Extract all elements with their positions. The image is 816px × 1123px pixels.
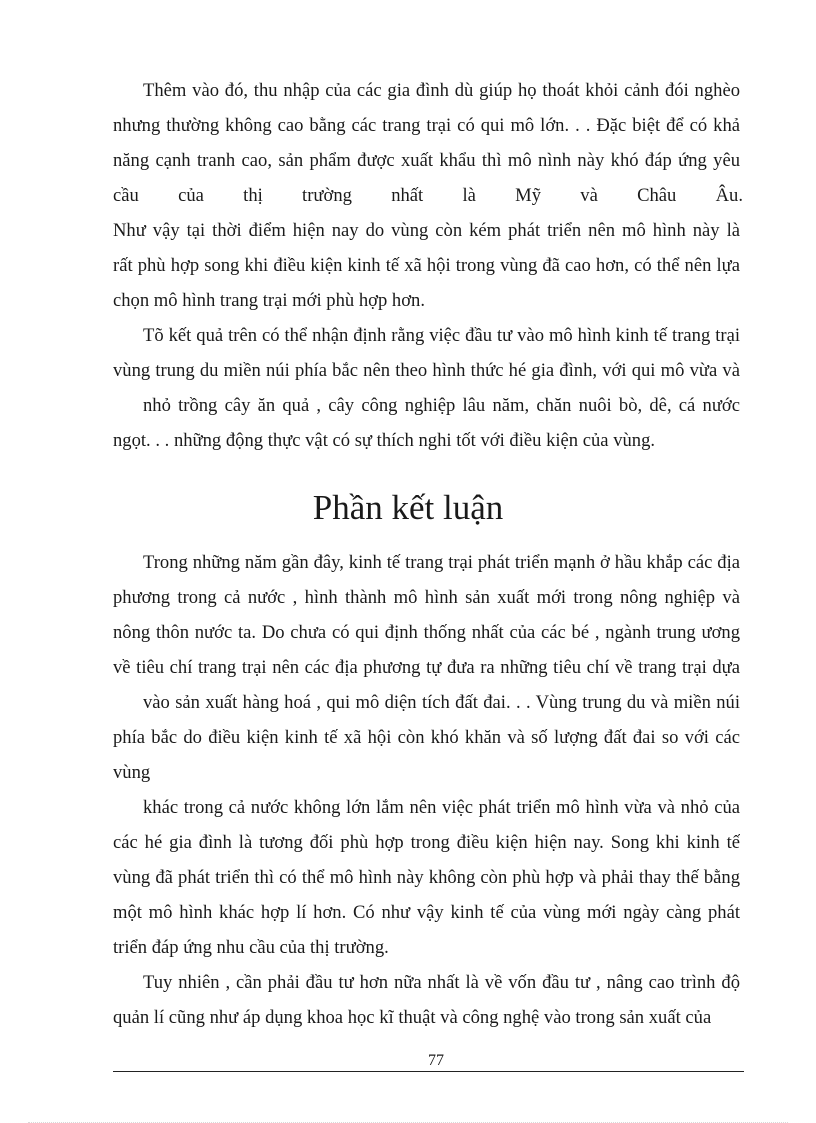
body-text-line: ngọt. . . những động thực vật có sự thích nghi tốt với điều kiện của vùng. — [113, 430, 656, 451]
page-number: 77 — [428, 1052, 444, 1069]
body-text-line: chọn mô hình trang trại mới phù hợp hơn. — [113, 290, 425, 311]
body-text-line: Tuy nhiên , cần phải đầu tư hơn nữa nhất là về vốn đầu tư , nâng cao trình độ — [143, 972, 740, 993]
body-text-line: Tõ kết quả trên có thể nhận định rằng việc đầu tư vào mô hình kinh tế trang trại — [143, 325, 740, 346]
body-text-line: nhỏ trồng cây ăn quả , cây công nghiệp lâu năm, chăn nuôi bò, dê, cá nước — [143, 395, 740, 416]
body-text-line: vùng đã phát triển thì có thể mô hình này không còn phù hợp và phải thay thế bằng — [113, 867, 740, 888]
body-text-line: nhưng thường không cao bằng các trang trại có qui mô lớn. . . Đặc biệt để có khả — [113, 115, 740, 136]
body-text-line: triển đáp ứng nhu cầu của thị trường. — [113, 937, 389, 958]
body-text-line: năng cạnh tranh cao, sản phẩm được xuất khẩu thì mô nình này khó đáp ứng yêu — [113, 150, 740, 171]
body-text-line: Thêm vào đó, thu nhập của các gia đình dù giúp họ thoát khỏi cảnh đói nghèo — [143, 80, 740, 101]
body-text-line: nông thôn nước ta. Do chưa có qui định thống nhất của các bé , ngành trung ương — [113, 622, 740, 643]
body-text-line: vùng trung du miền núi phía bắc nên theo hình thức hé gia đình, với qui mô vừa và — [113, 360, 740, 381]
body-text-line: một mô hình khác hợp lí hơn. Có như vậy kinh tế của vùng mới ngày càng phát — [113, 902, 740, 923]
body-text-line: Trong những năm gần đây, kinh tế trang trại phát triển mạnh ở hầu khắp các địa — [143, 552, 740, 573]
body-text-line: các hé gia đình là tương đối phù hợp trong điều kiện hiện nay. Song khi kinh tế — [113, 832, 740, 853]
footer-divider — [113, 1071, 744, 1072]
body-text-line: Như vậy tại thời điểm hiện nay do vùng còn kém phát triển nên mô hình này là — [113, 220, 740, 241]
body-text-line: phương trong cả nước , hình thành mô hình sản xuất mới trong nông nghiệp và — [113, 587, 740, 608]
body-text-line: phía bắc do điều kiện kinh tế xã hội còn khó khăn và số lượng đất đai so với các — [113, 727, 740, 748]
body-text-line: cầu của thị trường nhất là Mỹ và Châu Âu. — [113, 185, 743, 206]
section-heading: Phần kết luận — [312, 488, 504, 527]
body-text-line: vùng — [113, 762, 151, 783]
body-text-line: rất phù hợp song khi điều kiện kinh tế xã hội trong vùng đã cao hơn, có thể nên lựa — [113, 255, 740, 276]
body-text-line: về tiêu chí trang trại nên các địa phương tự đưa ra những tiêu chí về trang trại dựa — [113, 657, 740, 678]
body-text-line: khác trong cả nước không lớn lắm nên việc phát triển mô hình vừa và nhỏ của — [143, 797, 740, 818]
body-text-line: quản lí cũng như áp dụng khoa học kĩ thuật và công nghệ vào trong sản xuất của — [113, 1007, 712, 1028]
body-text-line: vào sản xuất hàng hoá , qui mô diện tích đất đai. . . Vùng trung du và miền núi — [143, 692, 740, 713]
